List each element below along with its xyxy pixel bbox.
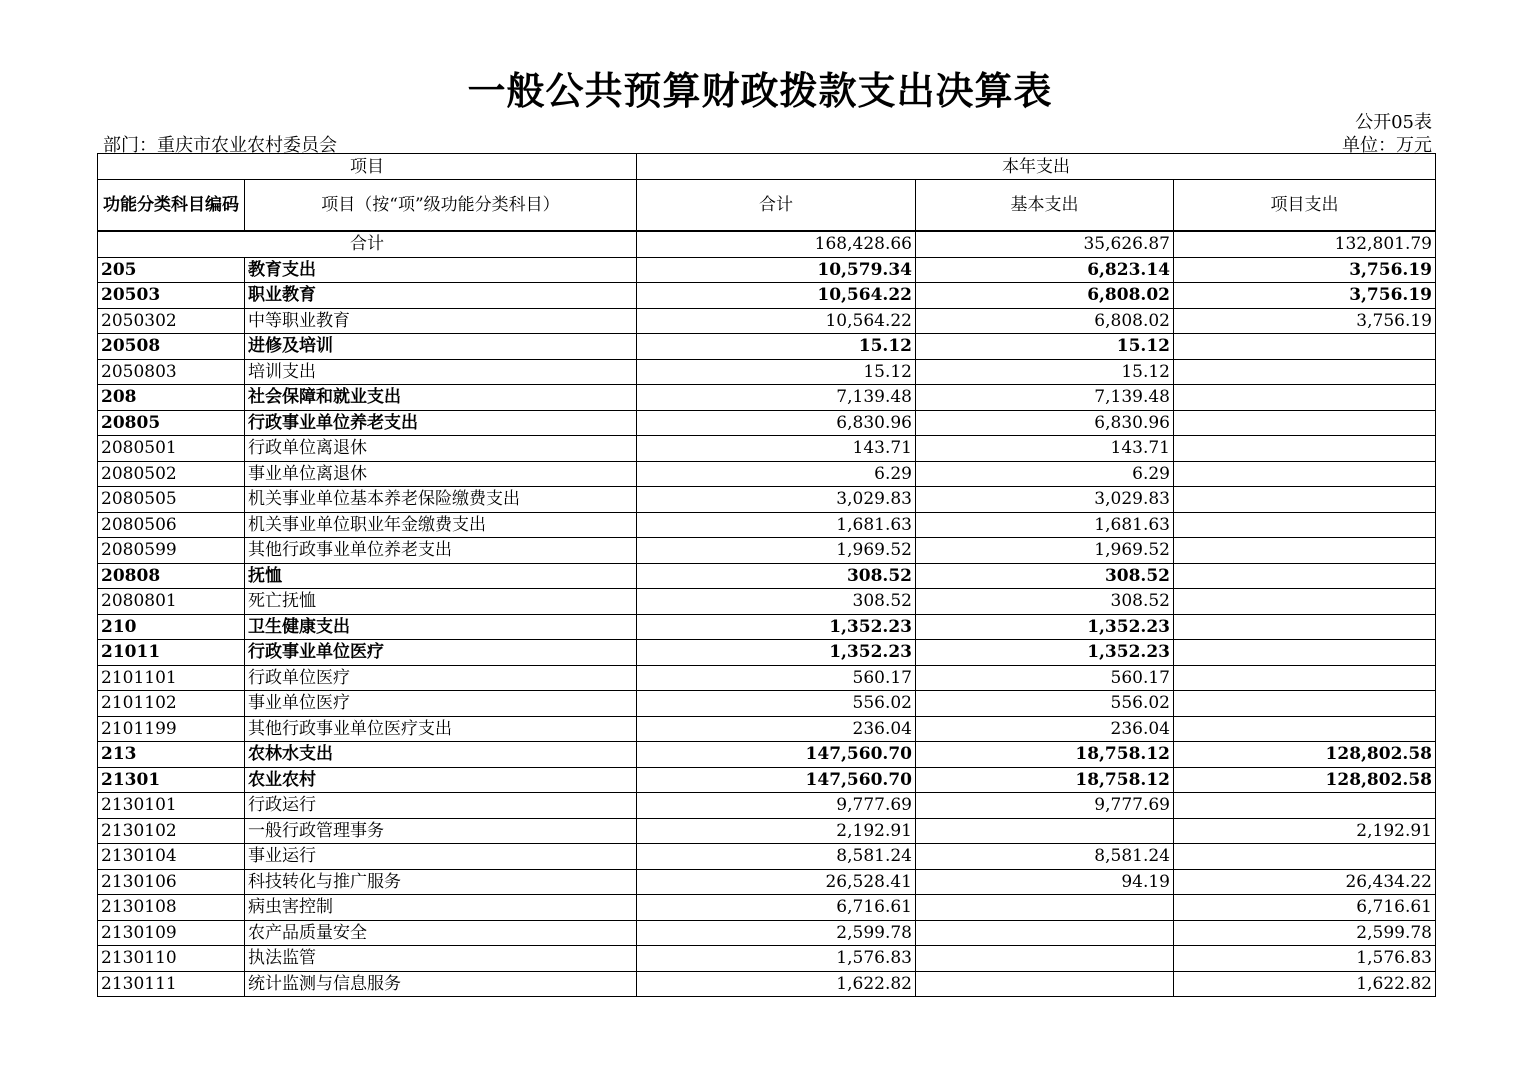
- row-total: 236.04: [637, 716, 916, 742]
- row-basic: 236.04: [916, 716, 1174, 742]
- table-row: [98, 844, 1436, 870]
- row-code: 2130102: [98, 818, 245, 844]
- row-basic: 308.52: [916, 589, 1174, 615]
- header-project: 项目: [98, 154, 637, 180]
- table-row: [98, 793, 1436, 819]
- row-code: 2101102: [98, 691, 245, 717]
- row-name: 科技转化与推广服务: [245, 869, 637, 895]
- row-basic: 6.29: [916, 461, 1174, 487]
- row-project: [1174, 436, 1436, 462]
- row-project: 3,756.19: [1174, 257, 1436, 283]
- row-basic: [916, 946, 1174, 972]
- table-row: [98, 512, 1436, 538]
- page-title: 一般公共预算财政拨款支出决算表: [467, 68, 1053, 113]
- row-basic: 6,808.02: [916, 283, 1174, 309]
- row-code: 2130110: [98, 946, 245, 972]
- row-total: 560.17: [637, 665, 916, 691]
- row-basic: 6,823.14: [916, 257, 1174, 283]
- row-basic: 6,808.02: [916, 308, 1174, 334]
- row-total: 308.52: [637, 563, 916, 589]
- row-project: 2,192.91: [1174, 818, 1436, 844]
- row-basic: [916, 971, 1174, 997]
- row-code: 21011: [98, 640, 245, 666]
- row-name: 农林水支出: [245, 742, 637, 768]
- total-basic: 35,626.87: [916, 231, 1174, 257]
- total-label: 合计: [98, 231, 637, 257]
- row-project: [1174, 563, 1436, 589]
- row-total: 143.71: [637, 436, 916, 462]
- row-name: 抚恤: [245, 563, 637, 589]
- table-row: [98, 385, 1436, 411]
- row-name: 培训支出: [245, 359, 637, 385]
- row-basic: 94.19: [916, 869, 1174, 895]
- row-project: [1174, 334, 1436, 360]
- table-row: [98, 359, 1436, 385]
- row-name: 中等职业教育: [245, 308, 637, 334]
- row-project: [1174, 589, 1436, 615]
- row-basic: 556.02: [916, 691, 1174, 717]
- table-row: [98, 614, 1436, 640]
- row-code: 2130101: [98, 793, 245, 819]
- department-label: 部门：重庆市农业农村委员会: [103, 135, 337, 156]
- row-name: 机关事业单位职业年金缴费支出: [245, 512, 637, 538]
- table-row: [98, 946, 1436, 972]
- row-basic: [916, 818, 1174, 844]
- row-code: 20808: [98, 563, 245, 589]
- row-project: 1,622.82: [1174, 971, 1436, 997]
- row-code: 2050302: [98, 308, 245, 334]
- row-basic: 1,969.52: [916, 538, 1174, 564]
- row-project: [1174, 844, 1436, 870]
- row-total: 1,622.82: [637, 971, 916, 997]
- table-row: [98, 818, 1436, 844]
- row-name: 教育支出: [245, 257, 637, 283]
- row-code: 208: [98, 385, 245, 411]
- row-total: 26,528.41: [637, 869, 916, 895]
- row-total: 3,029.83: [637, 487, 916, 513]
- row-project: [1174, 691, 1436, 717]
- row-name: 统计监测与信息服务: [245, 971, 637, 997]
- row-total: 308.52: [637, 589, 916, 615]
- row-basic: [916, 895, 1174, 921]
- row-total: 10,564.22: [637, 283, 916, 309]
- row-name: 社会保障和就业支出: [245, 385, 637, 411]
- row-name: 其他行政事业单位医疗支出: [245, 716, 637, 742]
- row-name: 行政单位医疗: [245, 665, 637, 691]
- table-row: [98, 563, 1436, 589]
- table-row: [98, 920, 1436, 946]
- header-row-1: [98, 154, 1436, 180]
- row-name: 行政运行: [245, 793, 637, 819]
- row-basic: 1,352.23: [916, 640, 1174, 666]
- row-code: 213: [98, 742, 245, 768]
- header-row-2: [98, 180, 1436, 232]
- row-project: 6,716.61: [1174, 895, 1436, 921]
- row-name: 农业农村: [245, 767, 637, 793]
- row-code: 2130111: [98, 971, 245, 997]
- row-project: 128,802.58: [1174, 767, 1436, 793]
- row-project: [1174, 487, 1436, 513]
- table-row: [98, 538, 1436, 564]
- row-name: 病虫害控制: [245, 895, 637, 921]
- row-basic: 18,758.12: [916, 767, 1174, 793]
- table-row: [98, 436, 1436, 462]
- row-name: 行政事业单位医疗: [245, 640, 637, 666]
- table-row: [98, 742, 1436, 768]
- table-row: [98, 283, 1436, 309]
- row-total: 6.29: [637, 461, 916, 487]
- row-total: 6,716.61: [637, 895, 916, 921]
- row-basic: 8,581.24: [916, 844, 1174, 870]
- expenditure-table: [97, 153, 1436, 997]
- row-project: [1174, 614, 1436, 640]
- row-name: 事业单位医疗: [245, 691, 637, 717]
- total-row: [98, 231, 1436, 257]
- row-name: 行政事业单位养老支出: [245, 410, 637, 436]
- row-total: 6,830.96: [637, 410, 916, 436]
- row-project: [1174, 385, 1436, 411]
- row-code: 20508: [98, 334, 245, 360]
- row-name: 事业单位离退休: [245, 461, 637, 487]
- row-project: 128,802.58: [1174, 742, 1436, 768]
- row-basic: [916, 920, 1174, 946]
- row-basic: 9,777.69: [916, 793, 1174, 819]
- row-code: 2080506: [98, 512, 245, 538]
- row-total: 10,579.34: [637, 257, 916, 283]
- table-row: [98, 257, 1436, 283]
- row-basic: 1,352.23: [916, 614, 1174, 640]
- row-total: 15.12: [637, 359, 916, 385]
- row-code: 21301: [98, 767, 245, 793]
- header-current-year: 本年支出: [637, 154, 1436, 180]
- row-project: 3,756.19: [1174, 308, 1436, 334]
- total-project: 132,801.79: [1174, 231, 1436, 257]
- row-total: 7,139.48: [637, 385, 916, 411]
- row-code: 2130106: [98, 869, 245, 895]
- header-code: 功能分类科目编码: [98, 180, 245, 232]
- row-name: 一般行政管理事务: [245, 818, 637, 844]
- row-code: 2080501: [98, 436, 245, 462]
- table-row: [98, 461, 1436, 487]
- row-project: 1,576.83: [1174, 946, 1436, 972]
- row-basic: 143.71: [916, 436, 1174, 462]
- row-name: 其他行政事业单位养老支出: [245, 538, 637, 564]
- row-code: 2101199: [98, 716, 245, 742]
- row-basic: 18,758.12: [916, 742, 1174, 768]
- row-project: [1174, 716, 1436, 742]
- row-name: 机关事业单位基本养老保险缴费支出: [245, 487, 637, 513]
- row-name: 死亡抚恤: [245, 589, 637, 615]
- row-code: 2101101: [98, 665, 245, 691]
- row-name: 进修及培训: [245, 334, 637, 360]
- row-total: 10,564.22: [637, 308, 916, 334]
- row-total: 2,599.78: [637, 920, 916, 946]
- row-code: 2130104: [98, 844, 245, 870]
- row-total: 8,581.24: [637, 844, 916, 870]
- row-total: 1,576.83: [637, 946, 916, 972]
- row-project: [1174, 359, 1436, 385]
- row-project: [1174, 793, 1436, 819]
- row-project: 3,756.19: [1174, 283, 1436, 309]
- row-project: [1174, 665, 1436, 691]
- row-name: 行政单位离退休: [245, 436, 637, 462]
- row-basic: 560.17: [916, 665, 1174, 691]
- row-total: 1,352.23: [637, 614, 916, 640]
- row-basic: 1,681.63: [916, 512, 1174, 538]
- row-total: 147,560.70: [637, 742, 916, 768]
- row-code: 2080505: [98, 487, 245, 513]
- row-total: 1,681.63: [637, 512, 916, 538]
- table-row: [98, 487, 1436, 513]
- row-project: [1174, 538, 1436, 564]
- row-name: 事业运行: [245, 844, 637, 870]
- row-code: 2080801: [98, 589, 245, 615]
- table-row: [98, 895, 1436, 921]
- row-basic: 7,139.48: [916, 385, 1174, 411]
- header-name: 项目（按“项”级功能分类科目）: [245, 180, 637, 232]
- table-row: [98, 691, 1436, 717]
- table-row: [98, 971, 1436, 997]
- total-total: 168,428.66: [637, 231, 916, 257]
- unit-label: 单位：万元: [1342, 135, 1432, 156]
- header-total: 合计: [637, 180, 916, 232]
- table-row: [98, 589, 1436, 615]
- row-basic: 6,830.96: [916, 410, 1174, 436]
- table-row: [98, 767, 1436, 793]
- row-total: 9,777.69: [637, 793, 916, 819]
- row-name: 卫生健康支出: [245, 614, 637, 640]
- row-code: 2050803: [98, 359, 245, 385]
- row-code: 2080599: [98, 538, 245, 564]
- row-total: 1,969.52: [637, 538, 916, 564]
- row-basic: 15.12: [916, 334, 1174, 360]
- row-total: 147,560.70: [637, 767, 916, 793]
- row-code: 2130108: [98, 895, 245, 921]
- row-project: [1174, 640, 1436, 666]
- row-project: 2,599.78: [1174, 920, 1436, 946]
- row-basic: 3,029.83: [916, 487, 1174, 513]
- row-code: 205: [98, 257, 245, 283]
- row-project: 26,434.22: [1174, 869, 1436, 895]
- row-project: [1174, 461, 1436, 487]
- table-row: [98, 640, 1436, 666]
- row-total: 1,352.23: [637, 640, 916, 666]
- row-basic: 308.52: [916, 563, 1174, 589]
- row-total: 15.12: [637, 334, 916, 360]
- row-total: 2,192.91: [637, 818, 916, 844]
- row-code: 20805: [98, 410, 245, 436]
- header-project-expenditure: 项目支出: [1174, 180, 1436, 232]
- row-code: 20503: [98, 283, 245, 309]
- row-project: [1174, 410, 1436, 436]
- table-row: [98, 308, 1436, 334]
- table-row: [98, 869, 1436, 895]
- row-basic: 15.12: [916, 359, 1174, 385]
- row-name: 农产品质量安全: [245, 920, 637, 946]
- row-project: [1174, 512, 1436, 538]
- row-code: 2130109: [98, 920, 245, 946]
- row-name: 职业教育: [245, 283, 637, 309]
- row-name: 执法监管: [245, 946, 637, 972]
- row-code: 210: [98, 614, 245, 640]
- form-number: 公开05表: [1355, 112, 1432, 133]
- table-row: [98, 410, 1436, 436]
- table-row: [98, 665, 1436, 691]
- header-basic: 基本支出: [916, 180, 1174, 232]
- table-row: [98, 334, 1436, 360]
- table-row: [98, 716, 1436, 742]
- row-code: 2080502: [98, 461, 245, 487]
- row-total: 556.02: [637, 691, 916, 717]
